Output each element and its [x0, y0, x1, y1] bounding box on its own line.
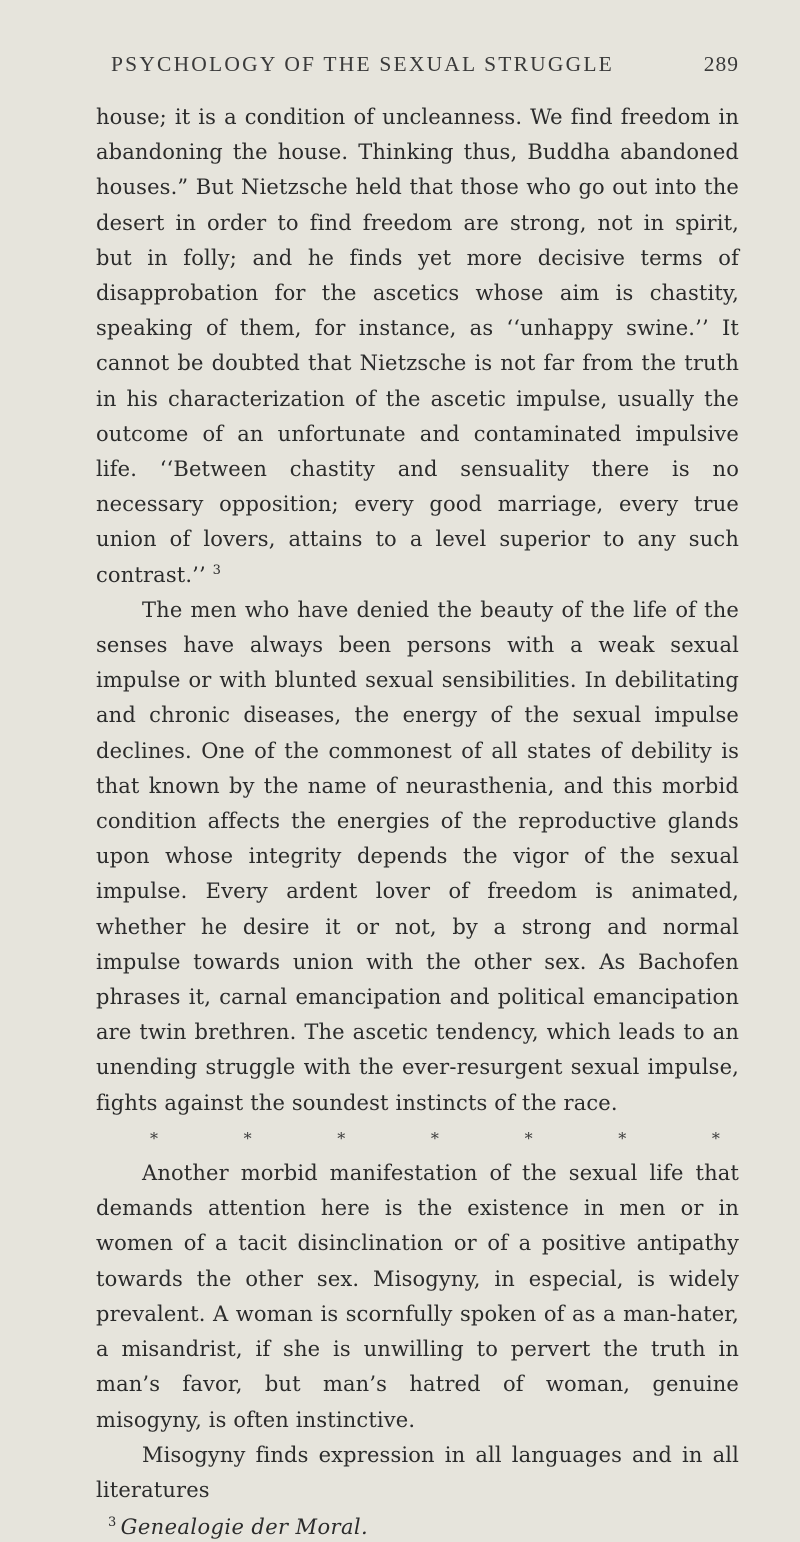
- asterisk: *: [243, 1128, 252, 1148]
- footnote-text: Genealogie der Moral.: [120, 1515, 369, 1540]
- section-separator: [150, 1121, 720, 1156]
- footnote: [96, 1512, 739, 1542]
- footnote-mark: 3: [108, 1515, 117, 1531]
- paragraph-text: house; it is a condition of uncleanness. We find freedom in abandoning the house. Thinking thus, Buddha abandoned houses.” But Nietzsche held that those who go out into the desert in order to find freedom are strong, not in spirit, but in folly; and he finds yet more decisive terms of disapprobation for the ascetics whose aim is chastity, speaking of them, for instance, as ‘‘unhappy swine.’’ It cannot be doubted that Nietzsche is not far from the truth in his characterization of the ascetic impulse, usually the outcome of an unfortunate and contaminated impulsive life. ‘‘Between chastity and sensuality there is no necessary opposition; every good marriage, every true union of lovers, attains to a level superior to any such contrast.’’: [96, 105, 739, 587]
- asterisk: *: [524, 1128, 533, 1148]
- paragraph-continued: [96, 100, 739, 593]
- paragraph: Misogyny finds expression in all languages and in all literatures: [96, 1442, 739, 1502]
- asterisk: *: [337, 1128, 346, 1148]
- running-title: PSYCHOLOGY OF THE SEXUAL STRUGGLE: [111, 52, 615, 76]
- asterisk: *: [150, 1128, 159, 1148]
- body-text: [96, 100, 739, 1508]
- asterisk: *: [711, 1128, 720, 1148]
- footnote-reference: 3: [212, 562, 222, 578]
- paragraph: Another morbid manifestation of the sexual life that demands attention here is the existence in men or in women of a tacit disinclination or of a positive antipathy towards the other sex. Misogyny, in especial, is widely prevalent. A woman is scornfully spoken of as a man-hater, a misandrist, if she is unwilling to pervert the truth in man’s favor, but man’s hatred of woman, genuine misogyny, is often instinctive.: [96, 1161, 739, 1432]
- page-number: 289: [703, 52, 739, 76]
- running-head: [96, 52, 739, 92]
- paragraph: The men who have denied the beauty of the life of the senses have always been persons with a weak sexual impulse or with blunted sexual sensibilities. In debilitating and chronic diseases, the energy of the sexual impulse declines. One of the commonest of all states of debility is that known by the name of neurasthenia, and this morbid condition affects the energies of the reproductive glands upon whose integrity depends the vigor of the sexual impulse. Every ardent lover of freedom is animated, whether he desire it or not, by a strong and normal impulse towards union with the other sex. As Bachofen phrases it, carnal emancipation and political emancipation are twin brethren. The ascetic tendency, which leads to an unending struggle with the ever-resurgent sexual impulse, fights against the soundest instincts of the race.: [96, 597, 739, 1115]
- asterisk: *: [430, 1128, 440, 1148]
- asterisk: *: [618, 1128, 627, 1148]
